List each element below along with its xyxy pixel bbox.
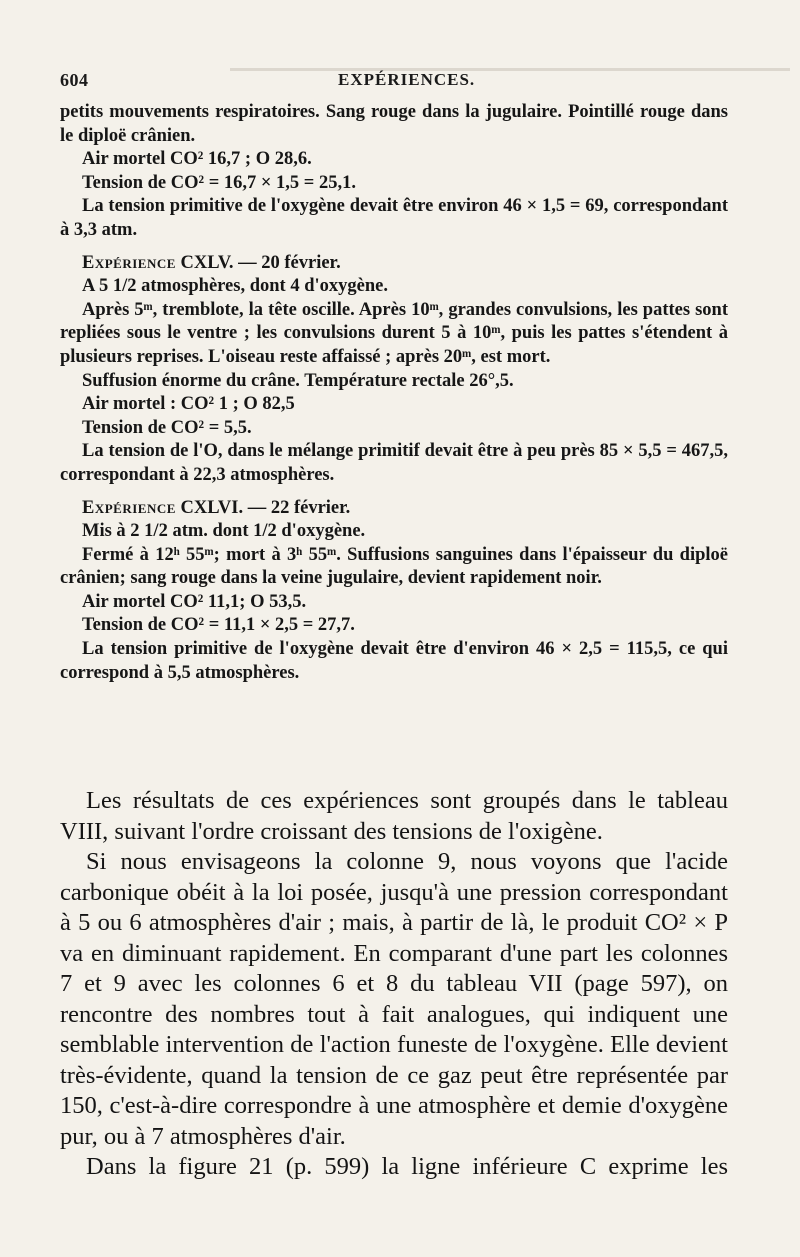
experiment-cxlv-heading (60, 252, 728, 276)
experiment-label: Expérience (82, 497, 176, 518)
experiment-cxlvi-line: Air mortel CO² 11,1; O 53,5. (82, 591, 307, 612)
tension-primitive-paragraph: La tension primitive de l'oxygène devait être environ 46 × 1,5 = 69, correspondant à 3,3 atm. (60, 196, 728, 240)
body-paragraph: Les résultats de ces expériences sont groupés dans le tableau VIII, suivant l'ordre croissant des tensions de l'oxigène. (60, 787, 728, 845)
experiment-cxlv-line: Suffusion énorme du crâne. Température rectale 26°,5. (82, 370, 514, 391)
experiment-notes (60, 101, 728, 685)
paragraph-continuation: petits mouvements respiratoires. Sang rouge dans la jugulaire. Pointillé rouge dans le diploë crânien. (60, 102, 728, 146)
experiment-cxlvi-line: La tension primitive de l'oxygène devait être d'environ 46 × 2,5 = 115,5, ce qui correspond à 5,5 atmosphères. (60, 639, 728, 683)
tension-line: Tension de CO² = 16,7 × 1,5 = 25,1. (82, 172, 356, 193)
experiment-cxlv-line: La tension de l'O, dans le mélange primitif devait être à peu près 85 × 5,5 = 467,5, correspondant à 22,3 atmosphères. (60, 441, 728, 485)
experiment-cxlvi-line: Tension de CO² = 11,1 × 2,5 = 27,7. (82, 615, 355, 636)
experiment-label: Expérience (82, 252, 176, 273)
main-text (60, 786, 728, 1183)
experiment-cxlv-line: Tension de CO² = 5,5. (82, 417, 252, 438)
experiment-cxlv-line: Air mortel : CO² 1 ; O 82,5 (82, 394, 295, 415)
experiment-cxlvi-line: Mis à 2 1/2 atm. dont 1/2 d'oxygène. (82, 521, 366, 542)
experiment-cxlv-line: Après 5ᵐ, tremblote, la tête oscille. Après 10ᵐ, grandes convulsions, les pattes sont repliées sous le ventre ; les convulsions durent 5 à 10ᵐ, puis les pattes s'étendent à plusieurs reprises. L'oiseau reste affaissé ; après 20ᵐ, est mort. (60, 299, 728, 367)
page-header (60, 70, 725, 96)
experiment-cxlvi-line: Fermé à 12ʰ 55ᵐ; mort à 3ʰ 55ᵐ. Suffusions sanguines dans l'épaisseur du diploë crânien; sang rouge dans la veine jugulaire, devient rapidement noir. (60, 544, 728, 589)
page-number: 604 (60, 70, 89, 90)
running-title: EXPÉRIENCES. (338, 70, 476, 89)
experiment-cxlvi-heading (60, 497, 728, 521)
body-paragraph: Dans la figure 21 (p. 599) la ligne inférieure C exprime les (86, 1153, 728, 1180)
experiment-title: CXLV. — 20 février. (180, 252, 341, 273)
air-mortel-line: Air mortel CO² 16,7 ; O 28,6. (82, 149, 312, 170)
experiment-cxlv-line: A 5 1/2 atmosphères, dont 4 d'oxygène. (82, 276, 388, 297)
body-paragraph: Si nous envisageons la colonne 9, nous voyons que l'acide carbonique obéit à la loi posée, jusqu'à une pression correspondant à 5 ou 6 atmosphères d'air ; mais, à partir de là, le produit CO² × P va en diminuant rapidement. En comparant d'une part les colonnes 7 et 9 avec les colonnes 6 et 8 du tableau VII (page 597), on rencontre des nombres tout à fait analogues, qui indiquent une semblable intervention de l'action funeste de l'oxygène. Elle devient très-évidente, quand la tension de ce gaz peut être représentée par 150, c'est-à-dire correspondre à une atmosphère et demie d'oxygène pur, ou à 7 atmosphères d'air. (60, 848, 728, 1150)
experiment-title: CXLVI. — 22 février. (180, 497, 351, 518)
